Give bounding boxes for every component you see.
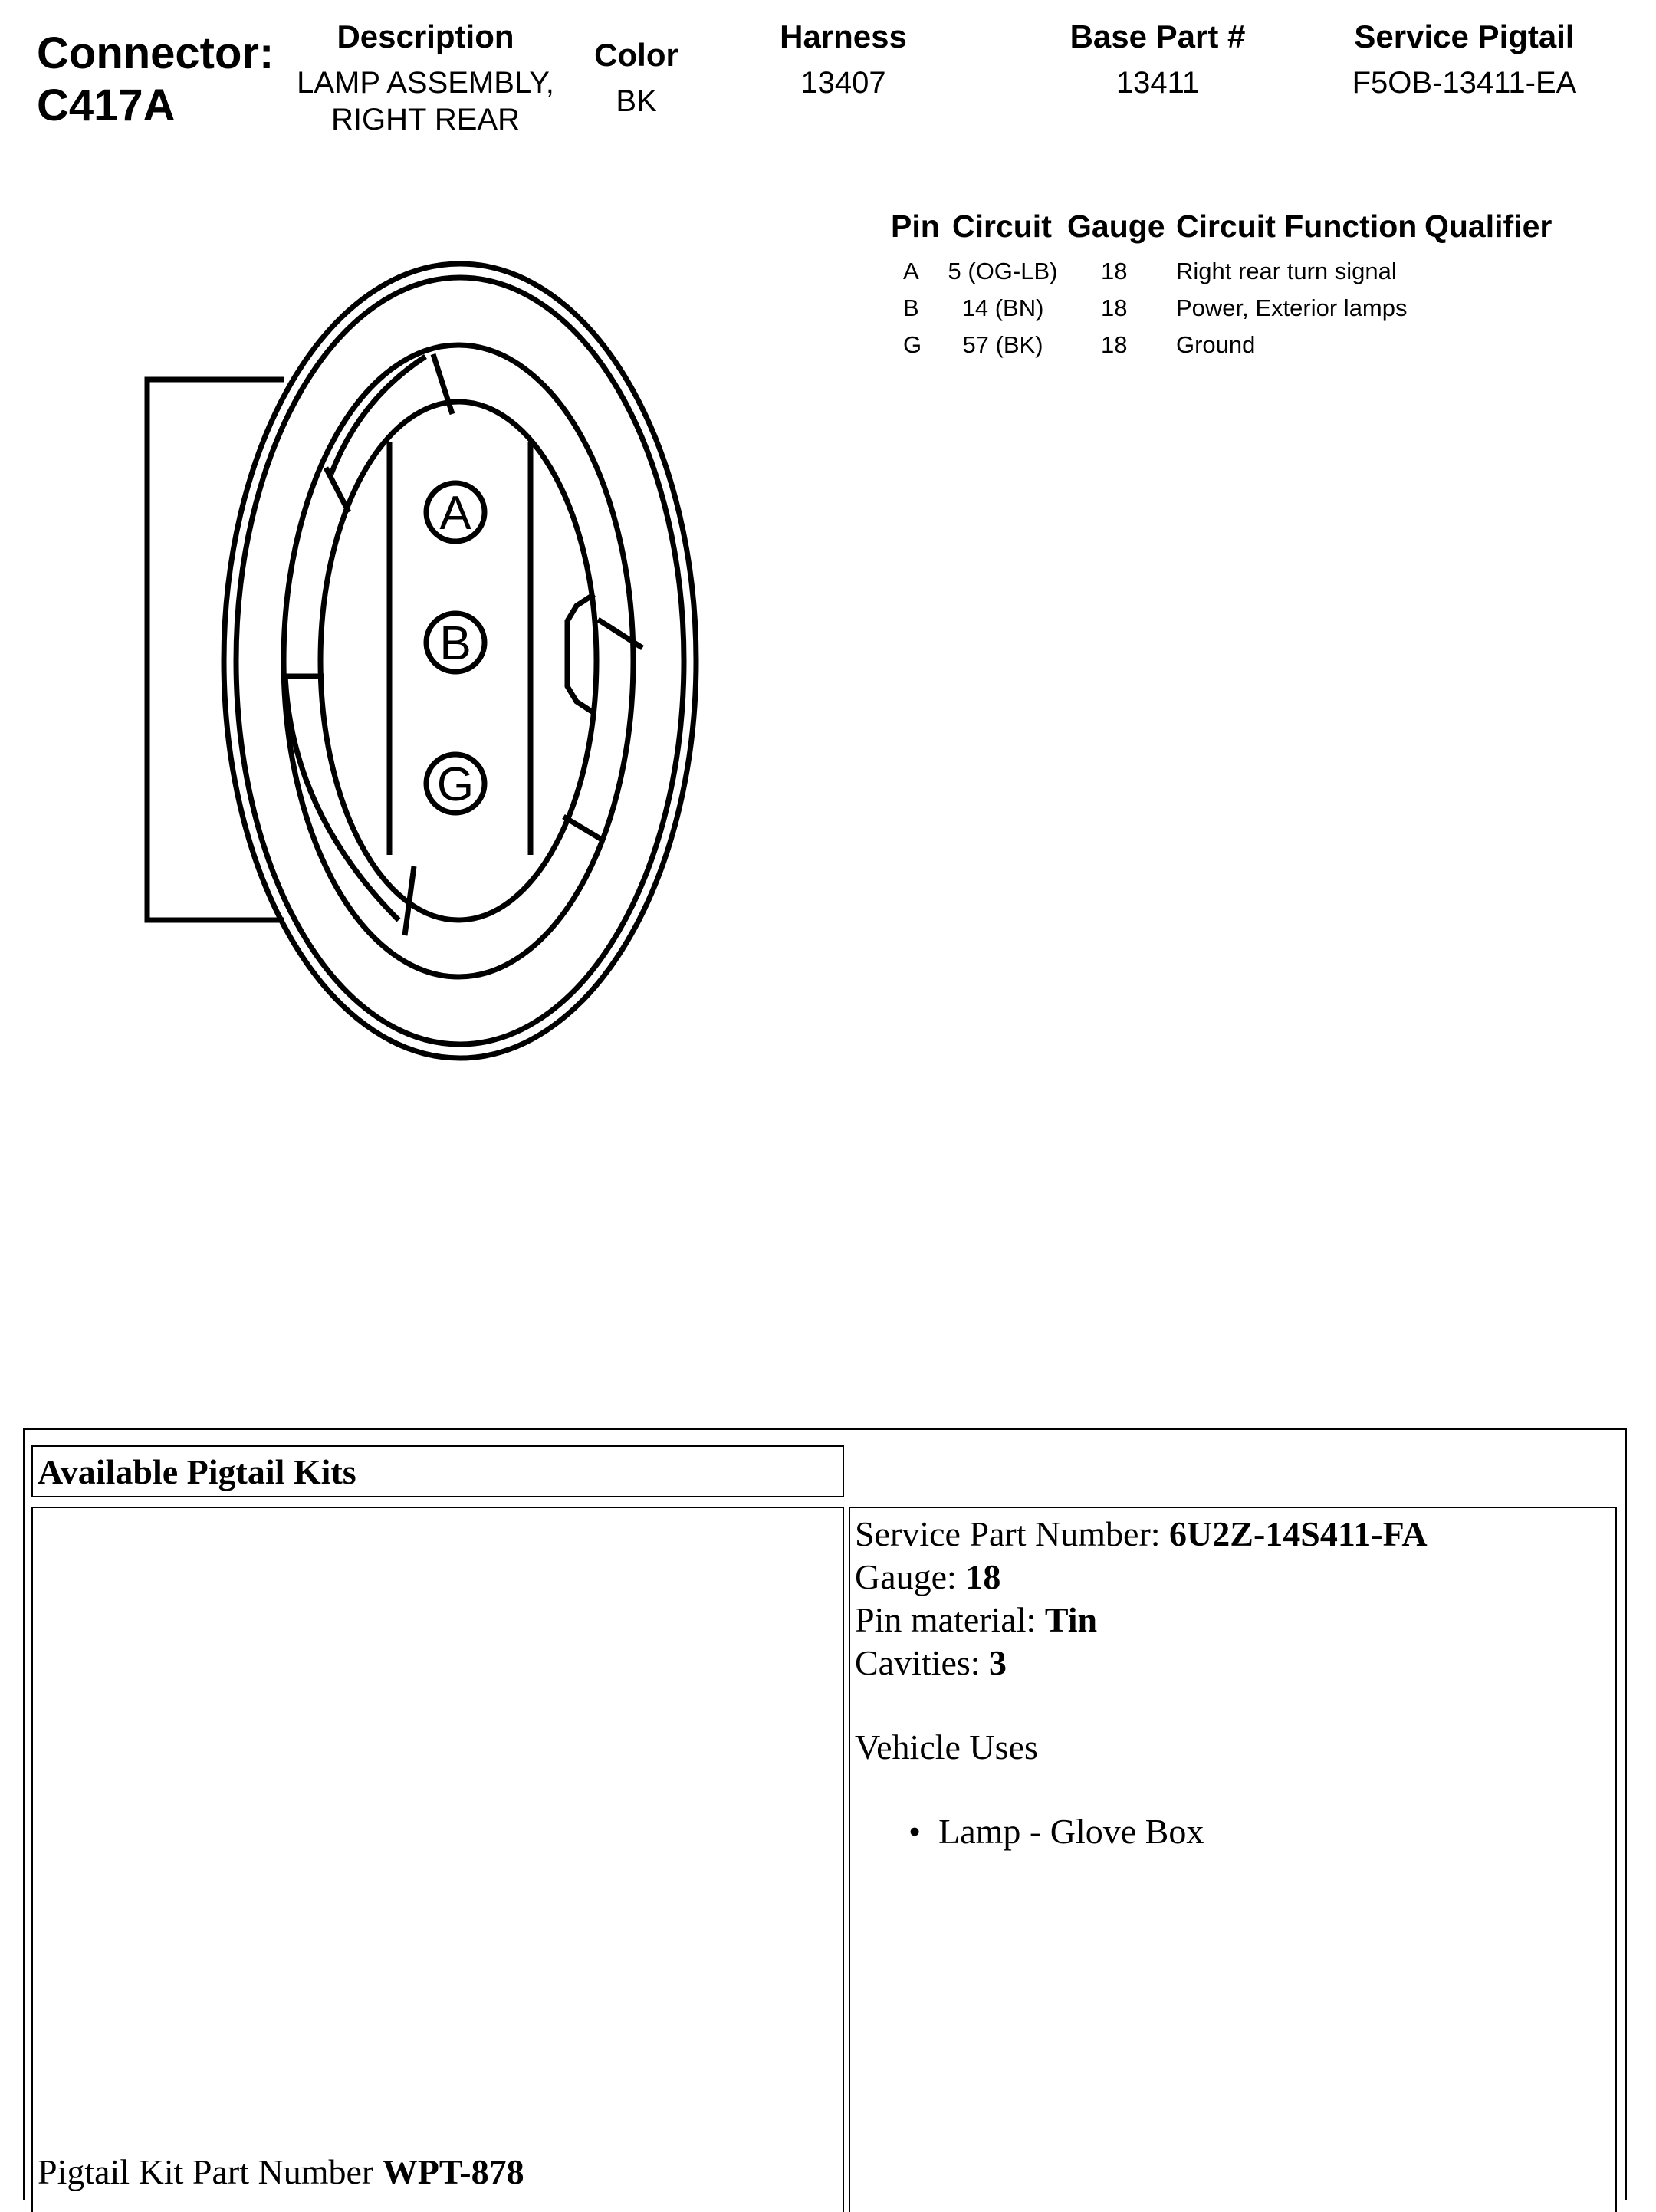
pin-row-circuit: 57 (BK) <box>962 331 1043 358</box>
service-part-number <box>855 1513 1428 1556</box>
base-part-value: 13411 <box>1116 66 1200 100</box>
vehicle-use-label: Lamp - Glove Box <box>938 1812 1204 1851</box>
pin-row-function: Right rear turn signal <box>1176 258 1397 284</box>
pigtail-kit-part-value: WPT-878 <box>382 2152 524 2191</box>
pin-header-circuit: Circuit <box>952 209 1052 244</box>
harness-value: 13407 <box>800 66 886 100</box>
pigtail-kit-details <box>855 1513 1428 1853</box>
pigtail-kit-details-cell <box>849 1507 1617 2212</box>
connector-label: Connector: <box>37 28 274 78</box>
kit-pin-material <box>855 1599 1428 1642</box>
kit-gauge <box>855 1556 1428 1599</box>
pin-row-gauge: 18 <box>1101 331 1128 358</box>
pin-g-label: G <box>436 758 475 811</box>
vehicle-use-item <box>855 1810 1428 1853</box>
kit-gauge-label: Gauge: <box>855 1557 966 1596</box>
pin-row-circuit: 14 (BN) <box>961 294 1044 321</box>
service-pigtail-value: F5OB-13411-EA <box>1352 66 1577 100</box>
pin-row-gauge: 18 <box>1101 294 1128 321</box>
pin-row-function: Ground <box>1176 331 1256 358</box>
kit-cavities-label: Cavities: <box>855 1643 990 1682</box>
description-label: Description <box>337 18 514 54</box>
kit-cavities <box>855 1642 1428 1684</box>
pin-row-pin: A <box>903 258 919 284</box>
kit-pin-material-label: Pin material: <box>855 1600 1045 1639</box>
kit-pin-material-value: Tin <box>1044 1600 1098 1639</box>
pigtail-kit-part-label: Pigtail Kit Part Number <box>38 2152 383 2191</box>
pigtail-kit-part-number <box>38 2151 524 2194</box>
pin-header-pin: Pin <box>891 209 940 244</box>
base-part-label: Base Part # <box>1070 18 1246 54</box>
pin-row-gauge: 18 <box>1101 258 1128 284</box>
pin-header-function: Circuit Function <box>1176 209 1418 244</box>
pin-b-label: B <box>439 617 472 670</box>
vehicle-uses-label: Vehicle Uses <box>855 1727 1038 1767</box>
color-value: BK <box>616 84 657 118</box>
pin-row-circuit: 5 (OG-LB) <box>948 258 1058 284</box>
harness-label: Harness <box>780 18 907 54</box>
polarizing-key <box>567 594 594 713</box>
color-label: Color <box>594 37 678 73</box>
kit-gauge-value: 18 <box>965 1557 1001 1596</box>
pin-row-pin: B <box>903 294 919 321</box>
description-line-2: RIGHT REAR <box>331 103 520 136</box>
pigtail-kits-table <box>23 1428 1627 2200</box>
pin-row-pin: G <box>903 331 922 358</box>
service-part-label: Service Part Number: <box>855 1514 1170 1553</box>
pin-row-function: Power, Exterior lamps <box>1176 294 1408 321</box>
service-part-value: 6U2Z-14S411-FA <box>1169 1514 1428 1553</box>
pin-header-gauge: Gauge <box>1067 209 1165 244</box>
pigtail-kit-image-cell <box>31 1507 844 2212</box>
pigtail-kits-title: Available Pigtail Kits <box>38 1452 356 1491</box>
pigtail-kits-title-cell <box>31 1445 844 1497</box>
kit-cavities-value: 3 <box>989 1643 1007 1682</box>
pin-a-label: A <box>439 487 472 540</box>
description-line-1: LAMP ASSEMBLY, <box>297 66 554 100</box>
pin-header-qualifier: Qualifier <box>1424 209 1552 244</box>
bullet-icon: • <box>909 1812 922 1851</box>
service-pigtail-label: Service Pigtail <box>1354 18 1575 54</box>
connector-id: C417A <box>37 81 176 130</box>
connector-face-diagram <box>0 0 736 1089</box>
